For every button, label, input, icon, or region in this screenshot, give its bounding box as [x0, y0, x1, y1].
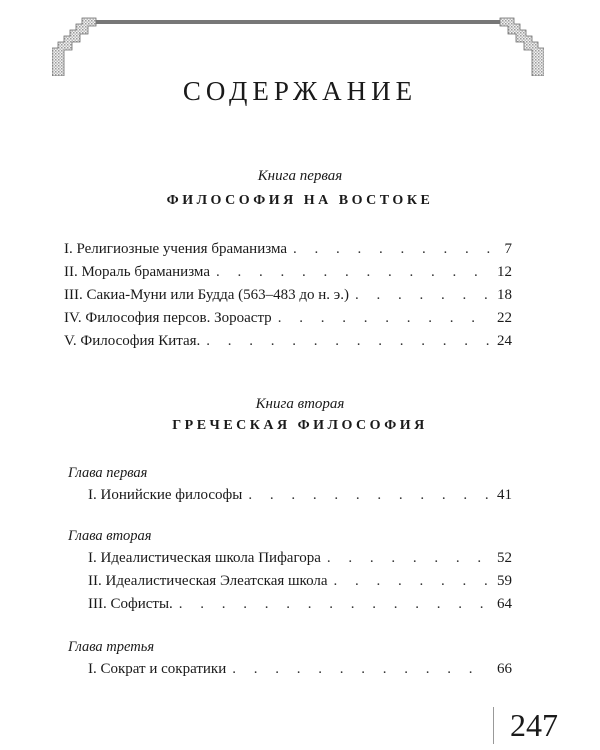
dot-leader — [216, 261, 491, 283]
entry-page: 66 — [497, 661, 512, 677]
entry-title: II. Идеалистическая Элеатская школа — [88, 573, 328, 589]
book-1-label: Книга первая — [257, 168, 343, 184]
dot-leader — [293, 238, 494, 260]
toc-entry[interactable] — [64, 261, 512, 283]
entry-page: 12 — [497, 264, 512, 280]
entry-title: IV. Философия персов. Зороастр — [64, 310, 272, 326]
dot-leader — [206, 330, 491, 352]
dot-leader — [278, 307, 491, 329]
book-1-title: ФИЛОСОФИЯ НА ВОСТОКЕ — [166, 193, 434, 208]
toc-entry[interactable] — [64, 307, 512, 329]
entry-title: I. Идеалистическая школа Пифагора — [88, 550, 321, 566]
book-2-label: Книга вторая — [255, 396, 345, 412]
toc-entry[interactable] — [64, 238, 512, 260]
entry-title: III. Сакиа-Муни или Будда (563–483 до н. э.) — [64, 287, 349, 303]
toc-entry[interactable] — [88, 593, 512, 615]
toc-entry[interactable] — [64, 330, 512, 352]
toc-entry[interactable] — [88, 570, 512, 592]
entry-page: 59 — [497, 573, 512, 589]
dot-leader — [232, 658, 491, 680]
dot-leader — [248, 484, 491, 506]
entry-page: 24 — [497, 333, 512, 349]
book-2-title: ГРЕЧЕСКАЯ ФИЛОСОФИЯ — [172, 418, 428, 433]
entry-title: I. Сократ и сократики — [88, 661, 227, 677]
dot-leader — [179, 593, 491, 615]
toc-entry[interactable] — [64, 284, 512, 306]
toc-entry[interactable] — [88, 547, 512, 569]
entry-page: 22 — [497, 310, 512, 326]
entry-page: 18 — [497, 287, 512, 303]
page-title: СОДЕРЖАНИЕ — [182, 76, 418, 106]
entry-page: 52 — [497, 550, 512, 566]
entry-title: V. Философия Китая. — [64, 333, 201, 349]
entry-title: I. Ионийские философы — [88, 487, 243, 503]
decorative-border-ornament — [52, 14, 544, 76]
entry-page: 7 — [504, 241, 512, 257]
entry-page: 41 — [497, 487, 512, 503]
toc-entry[interactable] — [88, 658, 512, 680]
dot-leader — [334, 570, 491, 592]
entry-title: I. Религиозные учения браманизма — [64, 241, 287, 257]
dot-leader — [355, 284, 491, 306]
chapter-1-label: Глава первая — [68, 465, 148, 481]
dot-leader — [327, 547, 491, 569]
toc-entry[interactable] — [88, 484, 512, 506]
page-number: 247 — [493, 707, 558, 744]
chapter-3-label: Глава третья — [68, 639, 155, 655]
entry-title: III. Софисты. — [88, 596, 173, 612]
entry-title: II. Мораль браманизма — [64, 264, 210, 280]
entry-page: 64 — [497, 596, 512, 612]
chapter-2-label: Глава вторая — [68, 528, 152, 544]
